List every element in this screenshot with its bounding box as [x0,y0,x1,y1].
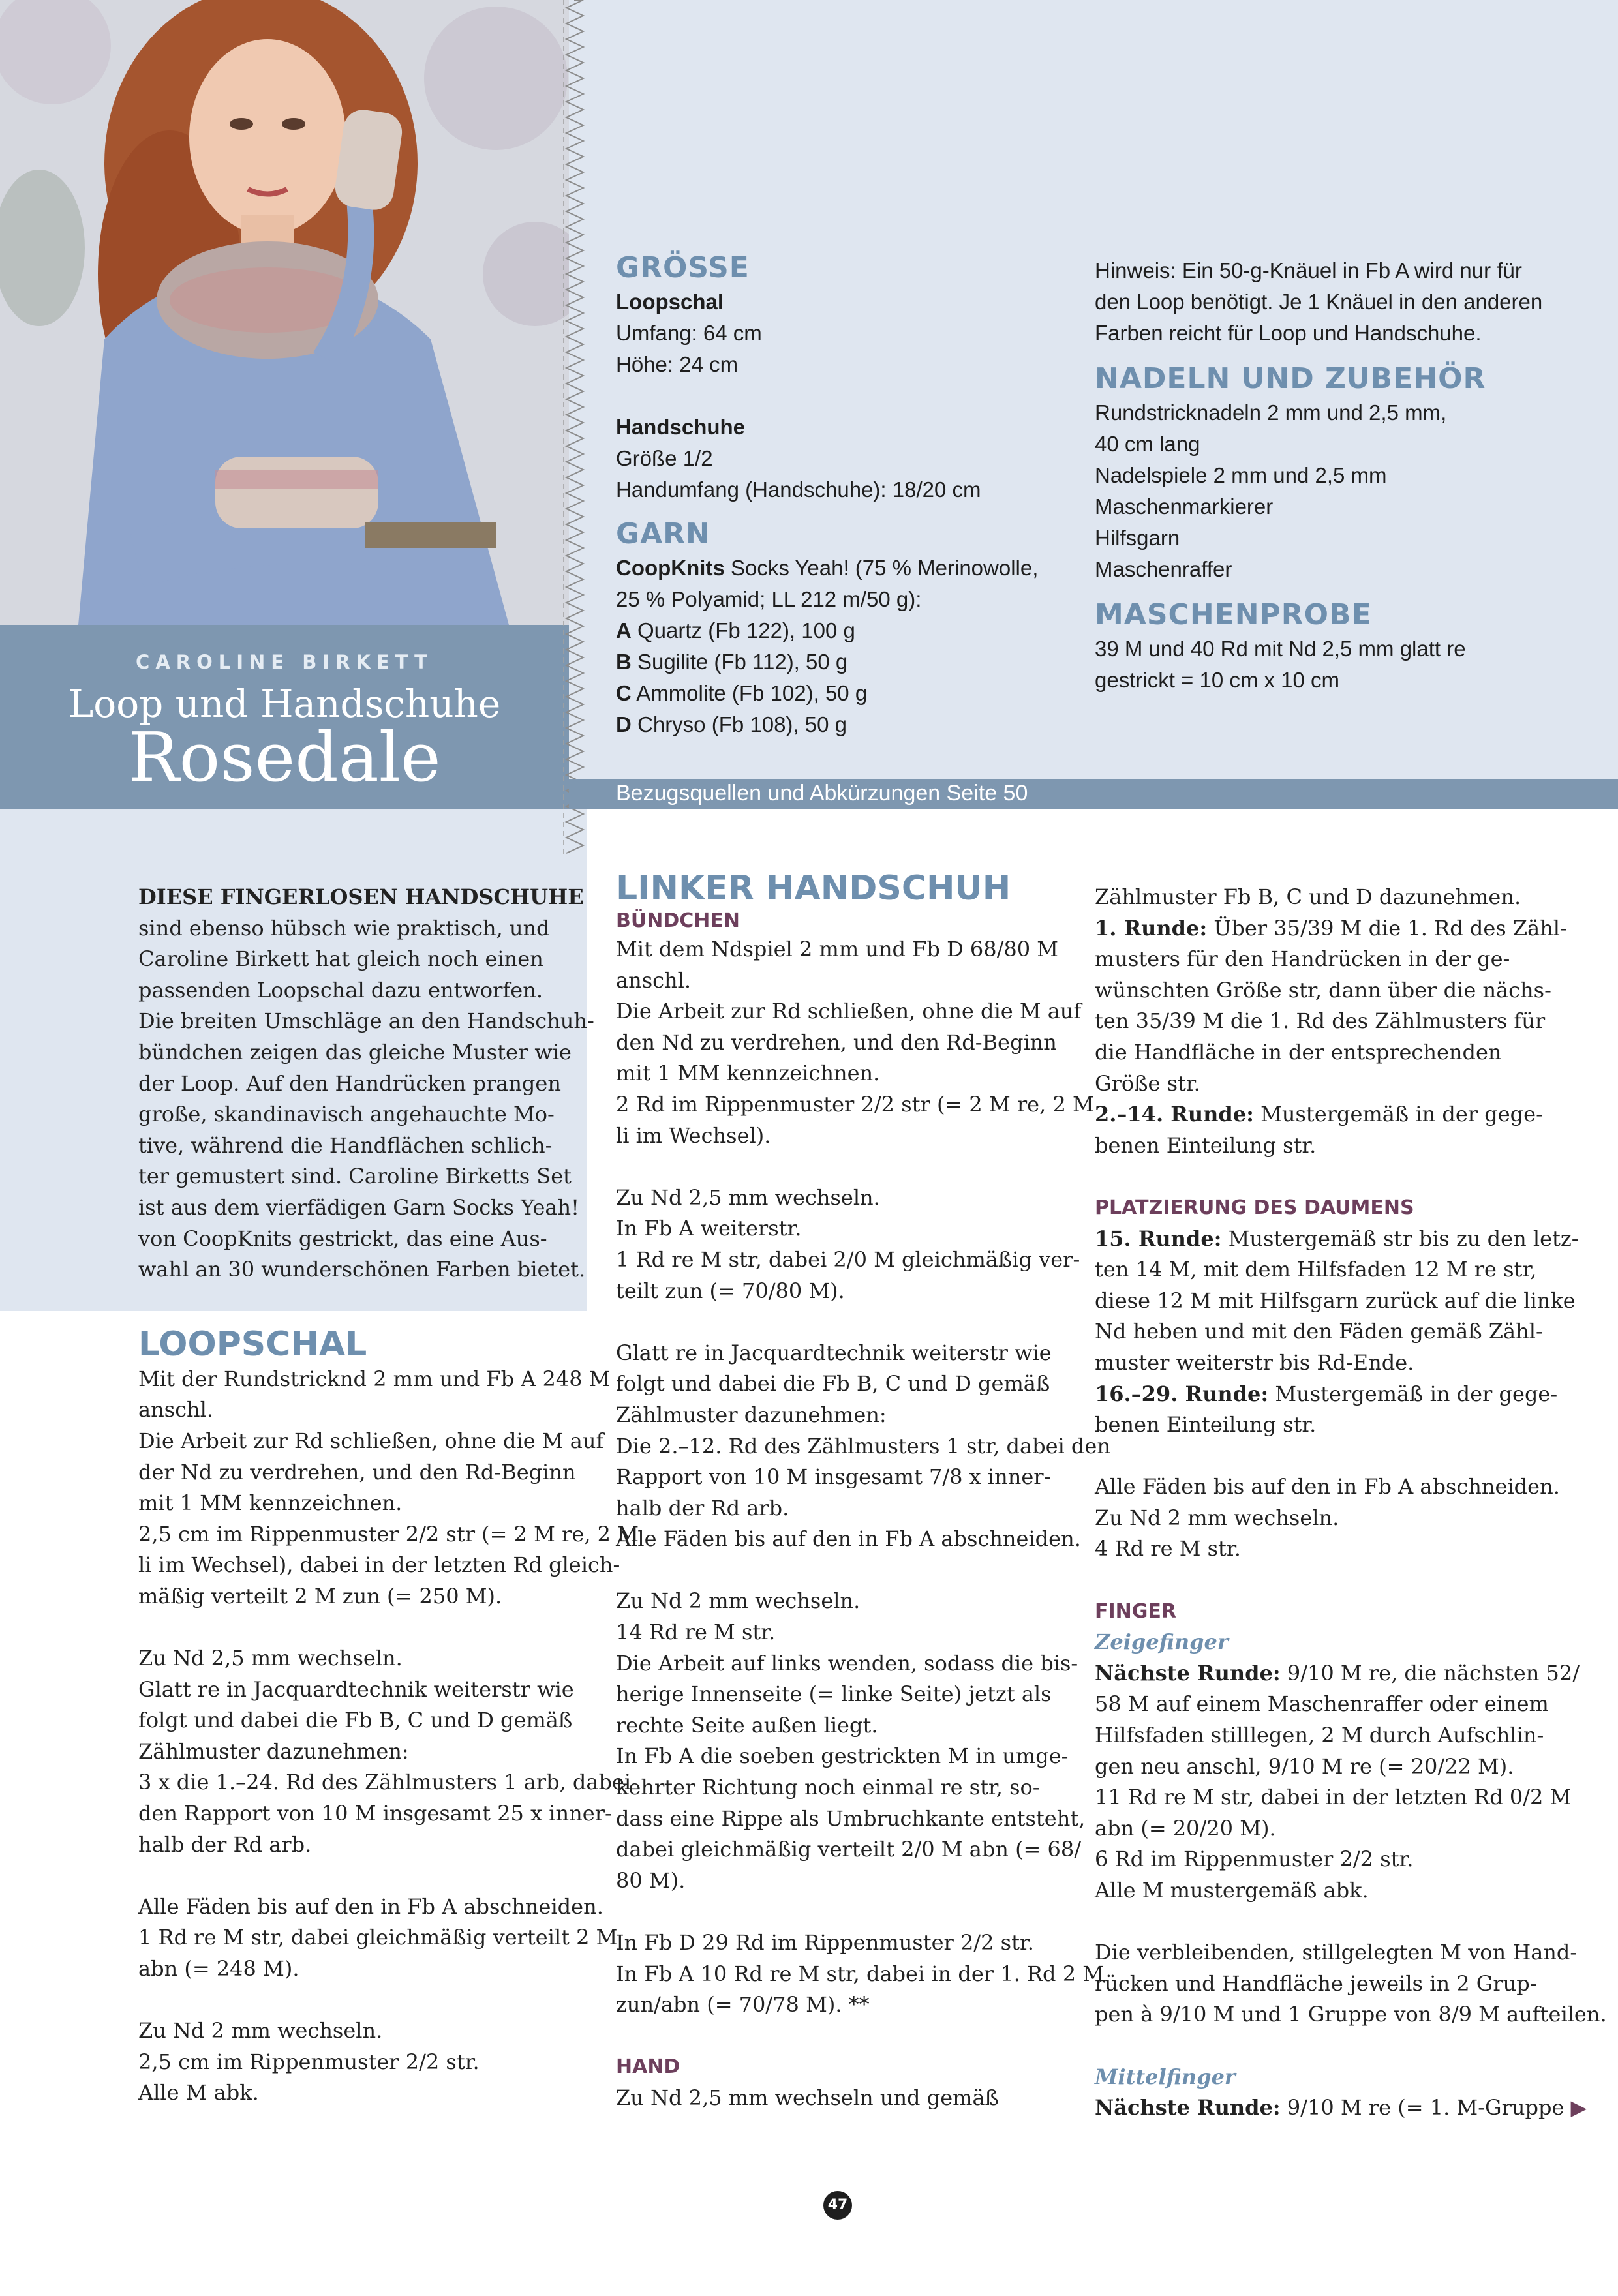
text-line: In Fb D 29 Rd im Rippenmuster 2/2 str. [616,1930,1034,1955]
text-line: anschl. [138,1397,214,1423]
gloves-size: Größe 1/2 [616,446,713,470]
text-line: wünschten Größe str, dann über die nächs- [1095,977,1551,1003]
text-line: abn (= 20/20 M). [1095,1815,1276,1841]
yarn-brand: CoopKnits [616,556,725,580]
hero-photo [0,0,569,625]
body-column-2 [616,869,1110,2114]
text-line: den Rapport von 10 M insgesamt 25 x inner- [138,1801,612,1826]
text-line: Mit der Rundstricknd 2 mm und Fb A 248 M [138,1366,611,1391]
text-line: Zu Nd 2 mm wechseln. [138,2018,383,2044]
text-line: abn (= 248 M). [138,1956,299,1981]
left-glove-heading: LINKER HANDSCHUH [616,869,1011,908]
text-line: Glatt re in Jacquardtechnik weiterstr wie [616,1340,1052,1365]
text-line: Die Arbeit zur Rd schließen, ohne die M auf [138,1428,604,1453]
text-line: Caroline Birkett hat gleich noch einen [138,946,543,972]
text-line: folgt und dabei die Fb B, C und D gemäß [138,1708,573,1733]
text-line: Alle Fäden bis auf den in Fb A abschneiden. [138,1894,603,1919]
text-line: Die verbleibenden, stillgelegten M von Hand- [1095,1940,1578,1965]
text-line: 2,5 cm im Rippenmuster 2/2 str. [138,2049,480,2074]
text-line [138,1860,639,1892]
yarn-color-a: A Quartz (Fb 122), 100 g [616,618,855,642]
text-line: tive, während die Handflächen schlich- [138,1132,553,1158]
gauge-heading: MASCHENPROBE [1095,598,1372,631]
zigzag-line [561,0,587,854]
text-line: Alle Fäden bis auf den in Fb A abschneiden. [616,1526,1081,1552]
pattern-subtitle: Loop und Handschuhe [68,682,501,726]
text-line: dabei gleichmäßig verteilt 2/0 M abn (= 68/ [616,1837,1082,1862]
text-line: den Nd zu verdrehen, und den Rd-Beginn [616,1029,1057,1055]
round-1-label: 1. Runde: [1095,915,1208,941]
intro-lead: DIESE FINGERLOSEN HANDSCHUHE [138,884,584,909]
text-line: diese 12 M mit Hilfsgarn zurück auf die linke [1095,1288,1576,1313]
text-line: Die 2.–12. Rd des Zählmusters 1 str, dabei den [616,1433,1110,1458]
round-2-14-label: 2.–14. Runde: [1095,1102,1254,1127]
text-line: In Fb A die soeben gestrickten M in umge- [616,1744,1069,1769]
text-line: 2 Rd im Rippenmuster 2/2 str (= 2 M re, 2 M [616,1091,1094,1117]
text-line: benen Einteilung str. [1095,1132,1317,1158]
yarn-desc-2: 25 % Polyamid; LL 212 m/50 g): [616,587,922,611]
text-line [138,1985,639,2016]
gauge-text: 39 M und 40 Rd mit Nd 2,5 mm glatt re gestrickt = 10 cm x 10 cm [1095,637,1466,692]
gloves-circumference: Handumfang (Handschuhe): 18/20 cm [616,477,981,502]
continue-arrow-icon: ▶ [1570,2095,1587,2121]
text-line: folgt und dabei die Fb B, C und D gemäß [616,1371,1050,1397]
text-line: 80 M). [616,1867,686,1893]
thumb-placement-heading: PLATZIERUNG DES DAUMENS [1095,1196,1414,1219]
text-line: Zu Nd 2,5 mm wechseln. [616,1185,880,1210]
text-line: Zu Nd 2 mm wechseln. [1095,1505,1339,1530]
loop-size-label: Loopschal [616,290,724,314]
text-line: mit 1 MM kennzeichnen. [138,1490,403,1516]
text-line [616,1307,1110,1338]
text-line: Zu Nd 2 mm wechseln. [616,1588,861,1614]
round-1-text [1095,944,1607,1099]
text-line: der Loop. Auf den Handrücken prangen [138,1070,561,1096]
text-line: Zu Nd 2,5 mm wechseln. [138,1646,403,1671]
text-line: 4 Rd re M str. [1095,1536,1241,1562]
text-line [1095,1907,1607,1938]
text-line: mit 1 MM kennzeichnen. [616,1061,880,1086]
text-line: wahl an 30 wunderschönen Farben bietet. [138,1257,586,1282]
text-line: große, skandinavisch angehauchte Mo- [138,1102,555,1127]
author-name: CAROLINE BIRKETT [136,651,433,673]
text-line: 6 Rd im Rippenmuster 2/2 str. [1095,1847,1414,1872]
text-line: 1 Rd re M str, dabei 2/0 M gleichmäßig ver- [616,1246,1080,1272]
text-line: rechte Seite außen liegt. [616,1712,878,1738]
loop-height: Höhe: 24 cm [616,352,739,376]
index-finger-heading: Zeigefinger [1095,1629,1229,1655]
loop-circumference: Umfang: 64 cm [616,321,762,345]
text-line: herige Innenseite (= linke Seite) jetzt als [616,1682,1052,1707]
text-line: ter gemustert sind. Caroline Birketts Set [138,1164,572,1189]
text-line [616,1151,1110,1183]
text-line: li im Wechsel), dabei in der letzten Rd gleich- [138,1552,620,1578]
text-line: dass eine Rippe als Umbruchkante entsteht, [616,1805,1086,1831]
size-heading: GRÖSSE [616,251,750,284]
text-line: In Fb A weiterstr. [616,1216,802,1241]
text-line: Zählmuster dazunehmen: [138,1738,409,1764]
finger-heading: FINGER [1095,1599,1176,1623]
yarn-heading: GARN [616,517,710,551]
text-line: Größe str. [1095,1070,1200,1096]
yarn-desc-1: Socks Yeah! (75 % Merinowolle, [724,556,1039,580]
text-line: Zählmuster dazunehmen: [616,1402,887,1427]
next-round-label: Nächste Runde: [1095,1660,1281,1685]
text-line: pen à 9/10 M und 1 Gruppe von 8/9 M aufteilen. [1095,2002,1607,2027]
text-line: halb der Rd arb. [138,1832,312,1857]
body-column-3: Zählmuster Fb B, C und D dazunehmen. 1. Runde: Über 35/39 M die 1. Rd des Zähl- musters für den Handrücken in der ge- wünschten Größe str, dann über die nächs- ten 35/39 M die 1. Rd des Zählmusters für die Handfläche in der entsprechenden Größe str. 2.–14. Runde: Mustergemäß in der gege- benen Einteilung str. PLATZIERUNG DES DAUMENS 15. Runde: Mustergemäß str bis zu den letz- ten 14 M, mit dem Hilfsfaden 12 M re str, diese 12 M mit Hilfsgarn zurück auf die linke Nd heben und mit den Fäden gemäß Zähl- muster weiterstr bis Rd-Ende. 16.–29. Runde: Mustergemäß in der gege- benen Einteilung str. Alle Fäden bis auf den in Fb A abschneiden. Zu Nd 2 mm wechseln. 4 Rd re M str. FINGER Zeigefinger Nächste Runde: 9/10 M re, die nächsten 52/ 58 M auf einem Maschenraffer oder einem Hilfsfaden stilllegen, 2 M durch Aufschlin- gen neu anschl, 9/10 M re (= 20/22 M). 11 Rd re M str, dabei in der letzten Rd 0/2 M abn (= 20/20 M). 6 Rd im Rippenmuster 2/2 str. Alle M mustergemäß abk. Die verbleibenden, stillgelegten M von Hand- rücken und Handfläche jeweils in 2 Grup- pen à 9/10 M und 1 Gruppe von 8/9 M aufteilen. Mittelfinger Nächste Runde: 9/10 M re (= 1. M-Gruppe ▶ [1095,882,1607,2124]
body-column-1 [138,882,639,2109]
round-16-29-label: 16.–29. Runde: [1095,1381,1269,1406]
text-line: 1 Rd re M str, dabei gleichmäßig verteilt 2 M [138,1925,618,1950]
cuff-instructions [616,934,1110,2021]
text-line: 58 M auf einem Maschenraffer oder einem [1095,1691,1549,1717]
text-line: 11 Rd re M str, dabei in der letzten Rd 0/2 M [1095,1785,1572,1810]
hand-heading: HAND [616,2055,680,2079]
text-line: teilt zun (= 70/80 M). [616,1278,845,1303]
text-line: rücken und Handfläche jeweils in 2 Grup- [1095,1971,1537,1996]
text-line [138,1612,639,1643]
hand-instructions [616,2083,1110,2114]
loop-heading: LOOPSCHAL [138,1324,367,1364]
cuff-heading: BÜNDCHEN [616,909,740,932]
text-line: Zählmuster Fb B, C und D dazunehmen. [1095,884,1521,909]
text-line: ist aus dem vierfädigen Garn Socks Yeah! [138,1194,579,1220]
loop-instructions [138,1364,639,2109]
yarn-color-b: B Sugilite (Fb 112), 50 g [616,650,848,674]
text-line: ten 14 M, mit dem Hilfsfaden 12 M re str, [1095,1257,1537,1282]
text-line: benen Einteilung str. [1095,1412,1317,1438]
text-line: anschl. [616,967,692,993]
text-line: Alle M abk. [138,2080,259,2106]
next-round-label-2: Nächste Runde: [1095,2095,1281,2121]
spiral-decoration [561,0,587,854]
text-line: li im Wechsel). [616,1123,771,1148]
gloves-size-label: Handschuhe [616,415,746,439]
text-line: muster weiterstr bis Rd-Ende. [1095,1350,1414,1375]
text-line: Hilfsfaden stilllegen, 2 M durch Aufschlin- [1095,1723,1544,1748]
text-line: 3 x die 1.–24. Rd des Zählmusters 1 arb, dabei [138,1770,632,1795]
text-line: Rapport von 10 M insgesamt 7/8 x inner- [616,1464,1051,1490]
text-line [616,1896,1110,1927]
text-line: sind ebenso hübsch wie praktisch, und [138,915,550,941]
text-line: gen neu anschl, 9/10 M re (= 20/22 M). [1095,1753,1514,1779]
text-line: von CoopKnits gestrickt, das eine Aus- [138,1226,547,1251]
yarn-block [616,552,1038,740]
size-block [616,286,1038,506]
pattern-title: Rosedale [128,718,441,797]
text-line: Die Arbeit auf links wenden, sodass die bis- [616,1650,1078,1676]
text-line: ten 35/39 M die 1. Rd des Zählmusters für [1095,1008,1546,1034]
text-line: 14 Rd re M str. [616,1620,776,1645]
text-line: 2,5 cm im Rippenmuster 2/2 str (= 2 M re, 2 M [138,1521,639,1547]
text-line: passenden Loopschal dazu entworfen. [138,977,543,1003]
needles-heading: NADELN UND ZUBEHÖR [1095,362,1486,395]
text-line: Zu Nd 2,5 mm wechseln und gemäß [616,2085,999,2110]
sources-text: Bezugsquellen und Abkürzungen Seite 50 [616,781,1028,806]
text-line: bündchen zeigen das gleiche Muster wie [138,1039,572,1065]
page-number: 47 [823,2191,852,2220]
yarn-color-d: D Chryso (Fb 108), 50 g [616,712,847,736]
intro-text [138,913,639,1286]
text-line: Mit dem Ndspiel 2 mm und Fb D 68/80 M [616,937,1059,961]
text-line: Alle M mustergemäß abk. [1095,1878,1369,1903]
text-line: Die Arbeit zur Rd schließen, ohne die M auf [616,999,1082,1024]
text-line: kehrter Richtung noch einmal re str, so- [616,1775,1040,1800]
after-rounds-text [1095,1472,1607,1565]
round-15-label: 15. Runde: [1095,1226,1222,1251]
chart-colors-text [1095,882,1607,913]
text-line: zun/abn (= 70/78 M). ** [616,1992,870,2017]
yarn-color-c: C Ammolite (Fb 102), 50 g [616,681,868,705]
text-line: Glatt re in Jacquardtechnik weiterstr wie [138,1676,574,1702]
text-line: der Nd zu verdrehen, und den Rd-Beginn [138,1459,576,1485]
text-line: musters für den Handrücken in der ge- [1095,946,1510,972]
text-line: halb der Rd arb. [616,1495,789,1520]
text-line: die Handfläche in der entsprechenden [1095,1039,1502,1065]
model-illustration [0,0,569,625]
needles-list: Rundstricknadeln 2 mm und 2,5 mm, 40 cm lang Nadelspiele 2 mm und 2,5 mm Maschenmarkierer Hilfsgarn Maschenraffer [1095,400,1447,581]
text-line: mäßig verteilt 2 M zun (= 250 M). [138,1583,502,1609]
text-line: Alle Fäden bis auf den in Fb A abschneiden. [1095,1474,1560,1500]
text-line: In Fb A 10 Rd re M str, dabei in der 1. Rd 2 M [616,1961,1104,1986]
text-line: Nd heben und mit den Fäden gemäß Zähl- [1095,1319,1543,1344]
text-line: Die breiten Umschläge an den Handschuh- [138,1008,594,1034]
middle-finger-heading: Mittelfinger [1095,2064,1236,2089]
text-line [616,1555,1110,1586]
info-column-1 [616,250,1038,740]
yarn-note: Hinweis: Ein 50-g-Knäuel in Fb A wird nur für den Loop benötigt. Je 1 Knäuel in den anderen Farben reicht für Loop und Handschuhe. [1095,258,1543,345]
info-column-2 [1095,255,1542,696]
